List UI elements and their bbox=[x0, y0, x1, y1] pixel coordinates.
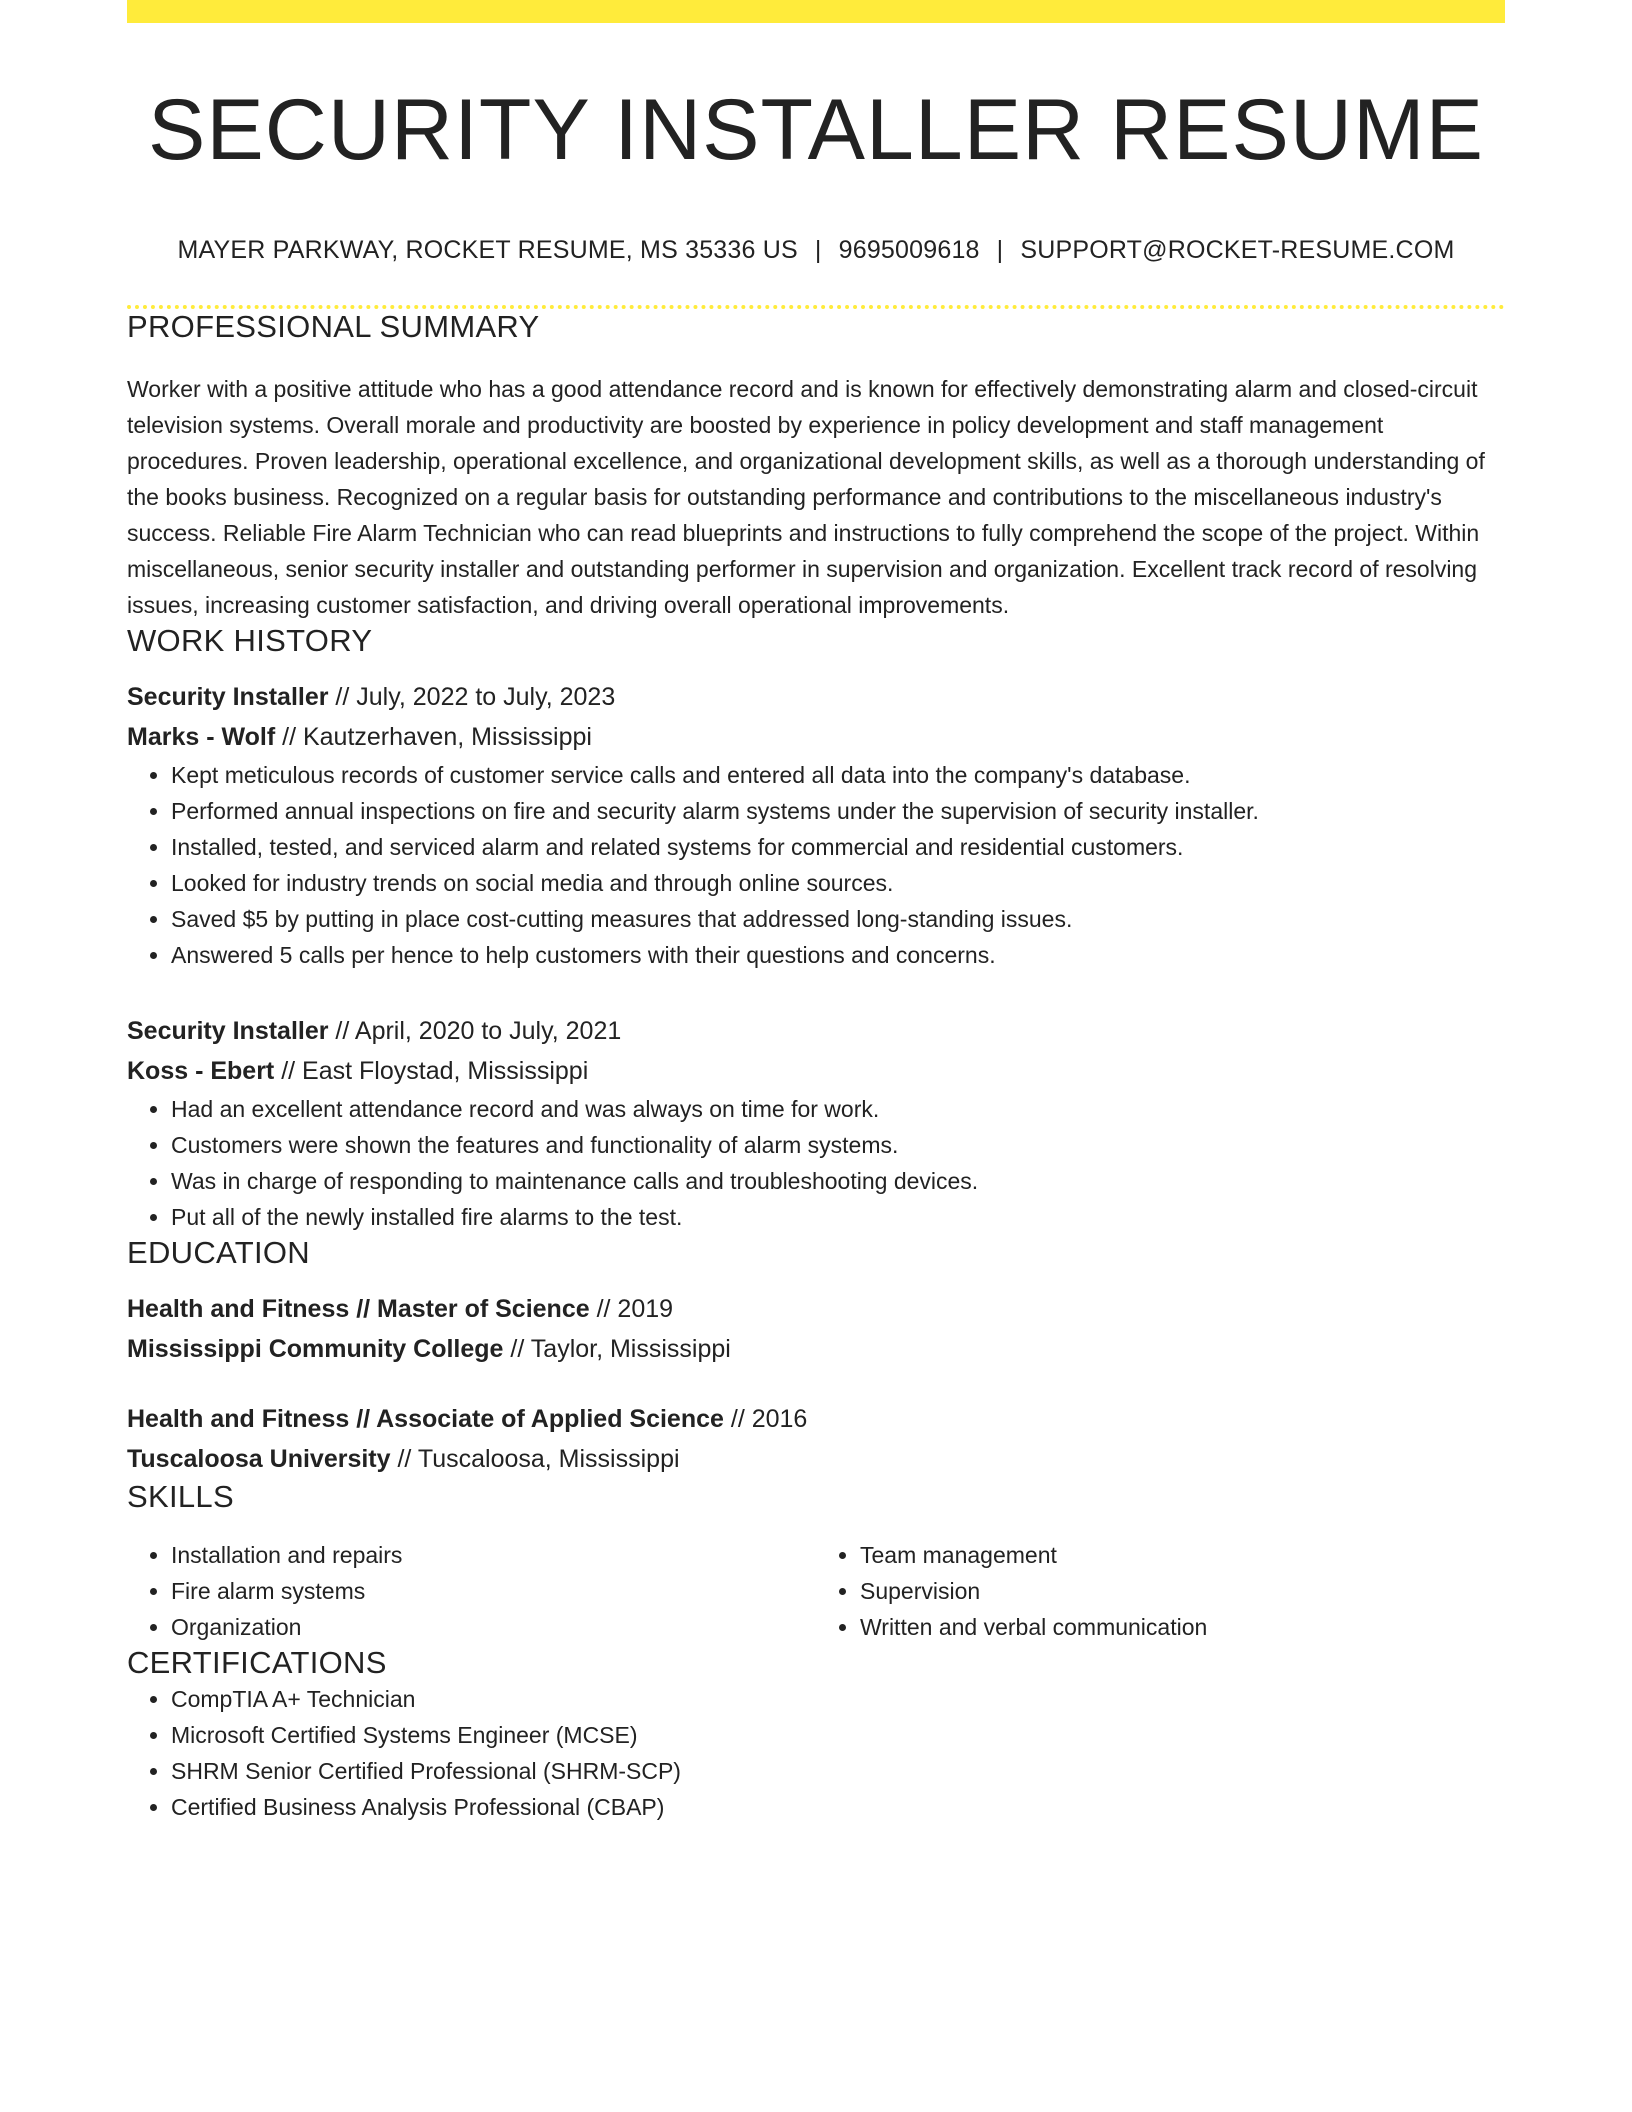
accent-top-bar bbox=[127, 0, 1505, 23]
job-title: Security Installer bbox=[127, 1016, 329, 1045]
list-item: • Performed annual inspections on fire and security alarm systems under the supervision of security installer. bbox=[171, 793, 1505, 829]
list-item: • Installed, tested, and serviced alarm and related systems for commercial and residential customers. bbox=[171, 829, 1505, 865]
skill-item: • Written and verbal communication bbox=[860, 1609, 1505, 1645]
list-item: • Kept meticulous records of customer service calls and entered all data into the company's database. bbox=[171, 757, 1505, 793]
school-line bbox=[127, 1439, 1505, 1479]
skill-item: • Organization bbox=[171, 1609, 816, 1645]
contact-address: MAYER PARKWAY, ROCKET RESUME, MS 35336 US bbox=[177, 235, 798, 264]
contact-line bbox=[127, 236, 1505, 265]
skills-columns bbox=[127, 1537, 1505, 1645]
skills-list-right bbox=[816, 1537, 1505, 1645]
contact-email: SUPPORT@ROCKET-RESUME.COM bbox=[1020, 235, 1455, 264]
certification-item: • Microsoft Certified Systems Engineer (MCSE) bbox=[171, 1717, 1505, 1753]
contact-phone: 9695009618 bbox=[838, 235, 980, 264]
certifications-heading: CERTIFICATIONS bbox=[127, 1644, 387, 1680]
list-item: • Put all of the newly installed fire alarms to the test. bbox=[171, 1199, 1505, 1235]
school-line bbox=[127, 1329, 1505, 1369]
job-entry bbox=[127, 677, 1505, 973]
degree: Health and Fitness // Master of Science bbox=[127, 1294, 590, 1323]
job-location: // East Floystad, Mississippi bbox=[274, 1056, 589, 1085]
certification-item: • Certified Business Analysis Professional (CBAP) bbox=[171, 1789, 1505, 1825]
list-item: • Had an excellent attendance record and was always on time for work. bbox=[171, 1091, 1505, 1127]
school-location: // Tuscaloosa, Mississippi bbox=[390, 1444, 680, 1473]
list-item: • Looked for industry trends on social media and through online sources. bbox=[171, 865, 1505, 901]
contact-separator: | bbox=[814, 235, 822, 264]
degree-line bbox=[127, 1399, 1505, 1439]
skill-item: • Fire alarm systems bbox=[171, 1573, 816, 1609]
education-entry bbox=[127, 1289, 1505, 1369]
graduation-year: // 2016 bbox=[723, 1404, 808, 1433]
education-heading: EDUCATION bbox=[127, 1234, 310, 1270]
summary-heading: PROFESSIONAL SUMMARY bbox=[127, 308, 540, 344]
degree: Health and Fitness // Associate of Applied Science bbox=[127, 1404, 724, 1433]
list-item: • Saved $5 by putting in place cost-cutting measures that addressed long-standing issues. bbox=[171, 901, 1505, 937]
job-company: Marks - Wolf bbox=[127, 722, 276, 751]
list-item: • Was in charge of responding to maintenance calls and troubleshooting devices. bbox=[171, 1163, 1505, 1199]
skills-list-left bbox=[127, 1537, 816, 1645]
skill-item: • Supervision bbox=[860, 1573, 1505, 1609]
resume-page bbox=[127, 0, 1505, 1825]
list-item: • Answered 5 calls per hence to help customers with their questions and concerns. bbox=[171, 937, 1505, 973]
job-title: Security Installer bbox=[127, 682, 329, 711]
graduation-year: // 2019 bbox=[589, 1294, 674, 1323]
skill-item: • Installation and repairs bbox=[171, 1537, 816, 1573]
certifications-list bbox=[127, 1681, 1505, 1825]
contact-separator: | bbox=[996, 235, 1004, 264]
job-duties-list bbox=[127, 1091, 1505, 1235]
job-dates: // July, 2022 to July, 2023 bbox=[328, 682, 616, 711]
skills-heading: SKILLS bbox=[127, 1478, 234, 1514]
list-item: • Customers were shown the features and functionality of alarm systems. bbox=[171, 1127, 1505, 1163]
summary-text: Worker with a positive attitude who has a good attendance record and is known for effectively demonstrating alarm and closed-circuit television systems. Overall morale and productivity are boosted by experience in policy development and staff management procedures. Proven leadership, operational excellence, and organizational development skills, as well as a thorough understanding of the books business. Recognized on a regular basis for outstanding performance and contributions to the miscellaneous industry's success. Reliable Fire Alarm Technician who can read blueprints and instructions to fully comprehend the scope of the project. Within miscellaneous, senior security installer and outstanding performer in supervision and organization. Excellent track record of resolving issues, increasing customer satisfaction, and driving overall operational improvements. bbox=[127, 375, 1485, 618]
work-history-heading: WORK HISTORY bbox=[127, 622, 373, 658]
school-name: Tuscaloosa University bbox=[127, 1444, 391, 1473]
job-dates: // April, 2020 to July, 2021 bbox=[328, 1016, 622, 1045]
certification-item: • SHRM Senior Certified Professional (SHRM-SCP) bbox=[171, 1753, 1505, 1789]
job-location: // Kautzerhaven, Mississippi bbox=[275, 722, 592, 751]
job-company: Koss - Ebert bbox=[127, 1056, 275, 1085]
degree-line bbox=[127, 1289, 1505, 1329]
job-entry bbox=[127, 1011, 1505, 1235]
job-company-line bbox=[127, 717, 1505, 757]
resume-title: SECURITY INSTALLER RESUME bbox=[148, 82, 1484, 178]
job-duties-list bbox=[127, 757, 1505, 973]
job-company-line bbox=[127, 1051, 1505, 1091]
school-name: Mississippi Community College bbox=[127, 1334, 504, 1363]
job-title-line bbox=[127, 1011, 1505, 1051]
school-location: // Taylor, Mississippi bbox=[503, 1334, 731, 1363]
skill-item: • Team management bbox=[860, 1537, 1505, 1573]
certification-item: • CompTIA A+ Technician bbox=[171, 1681, 1505, 1717]
job-title-line bbox=[127, 677, 1505, 717]
education-entry bbox=[127, 1399, 1505, 1479]
